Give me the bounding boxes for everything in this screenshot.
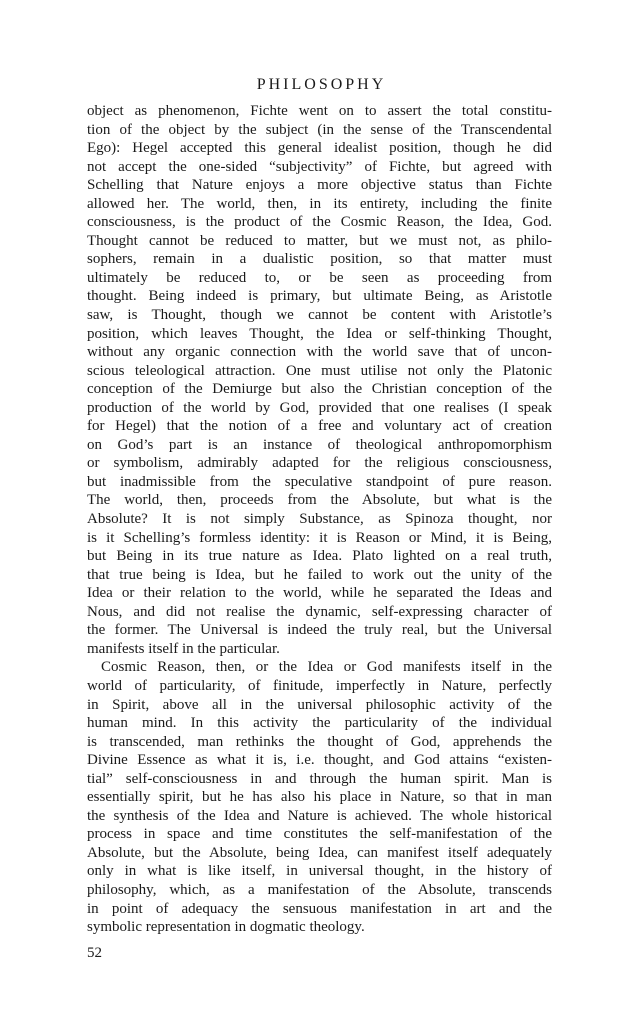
text-line: allowed her. The world, then, in its entirety, including the finite xyxy=(87,195,552,212)
text-line: the former. The Universal is indeed the truly real, but the Universal xyxy=(87,622,552,639)
text-line: The world, then, proceeds from the Absolute, but what is the xyxy=(87,492,552,509)
text-line: or symbolism, admirably adapted for the religious consciousness, xyxy=(87,455,552,472)
text-line: in Spirit, above all in the universal philosophic activity of the xyxy=(87,696,552,713)
text-line: position, which leaves Thought, the Idea or self-thinking Thought, xyxy=(87,325,552,342)
text-line: not accept the one-sided “subjectivity” of Fichte, but agreed with xyxy=(87,158,552,175)
text-line: tion of the object by the subject (in the sense of the Transcendental xyxy=(87,121,552,138)
text-line: human mind. In this activity the particularity of the individual xyxy=(87,715,552,732)
text-line: without any organic connection with the world save that of uncon- xyxy=(87,344,552,361)
text-line: Nous, and did not realise the dynamic, self-expressing character of xyxy=(87,603,552,620)
text-line: manifests itself in the particular. xyxy=(87,640,280,657)
text-line: Idea or their relation to the world, while he separated the Ideas and xyxy=(87,585,552,602)
paragraph xyxy=(87,658,552,936)
text-line: on God’s part is an instance of theological anthropomorphism xyxy=(87,436,552,453)
text-line: sophers, remain in a dualistic position, so that matter must xyxy=(87,251,552,268)
text-line: Schelling that Nature enjoys a more objective status than Fichte xyxy=(87,177,552,194)
text-line: scious teleological attraction. One must utilise not only the Platonic xyxy=(87,362,552,379)
text-line: thought. Being indeed is primary, but ultimate Being, as Aristotle xyxy=(87,288,552,305)
text-line: Cosmic Reason, then, or the Idea or God manifests itself in the xyxy=(101,659,552,676)
paragraph xyxy=(87,102,552,658)
text-line: in point of adequacy the sensuous manifestation in art and the xyxy=(87,900,552,917)
text-line: Absolute? It is not simply Substance, as Spinoza thought, nor xyxy=(87,511,552,528)
text-line: ultimately be reduced to, or be seen as proceeding from xyxy=(87,269,552,286)
text-line: world of particularity, of finitude, imperfectly in Nature, perfectly xyxy=(87,677,552,694)
text-line: process in space and time constitutes the self-manifestation of the xyxy=(87,826,552,843)
text-line: Thought cannot be reduced to matter, but we must not, as philo- xyxy=(87,232,552,249)
text-line: object as phenomenon, Fichte went on to assert the total constitu- xyxy=(87,103,552,119)
text-line: production of the world by God, provided that one realises (I speak xyxy=(87,399,552,416)
text-line: for Hegel) that the notion of a free and voluntary act of creation xyxy=(87,418,552,435)
text-line: symbolic representation in dogmatic theology. xyxy=(87,919,365,936)
text-line: Divine Essence as what it is, i.e. thought, and God attains “existen- xyxy=(87,752,552,769)
text-line: essentially spirit, but he has also his place in Nature, so that in man xyxy=(87,789,552,806)
text-line: but inadmissible from the speculative standpoint of pure reason. xyxy=(87,473,552,490)
text-line: the synthesis of the Idea and Nature is achieved. The whole historical xyxy=(87,807,552,824)
page xyxy=(87,74,552,963)
text-line: that true being is Idea, but he failed to work out the unity of the xyxy=(87,566,552,583)
text-line: consciousness, is the product of the Cosmic Reason, the Idea, God. xyxy=(87,214,552,231)
text-line: Absolute, but the Absolute, being Idea, can manifest itself adequately xyxy=(87,844,552,861)
page-number: 52 xyxy=(87,944,102,961)
text-line: tial” self-consciousness in and through the human spirit. Man is xyxy=(87,770,552,787)
text-line: is it Schelling’s formless identity: it is Reason or Mind, it is Being, xyxy=(87,529,552,546)
text-line: saw, is Thought, though we cannot be content with Aristotle’s xyxy=(87,307,552,324)
text-line: philosophy, which, as a manifestation of the Absolute, transcends xyxy=(87,881,552,898)
text-line: only in what is like itself, in universal thought, in the history of xyxy=(87,863,552,880)
text-line: but Being in its true nature as Idea. Plato lighted on a real truth, xyxy=(87,548,552,565)
text-line: Ego): Hegel accepted this general idealist position, though he did xyxy=(87,140,552,157)
body-text xyxy=(87,102,552,937)
running-head: PHILOSOPHY xyxy=(256,76,387,93)
text-line: is transcended, man rethinks the thought of God, apprehends the xyxy=(87,733,552,750)
text-line: conception of the Demiurge but also the Christian conception of the xyxy=(87,381,552,398)
